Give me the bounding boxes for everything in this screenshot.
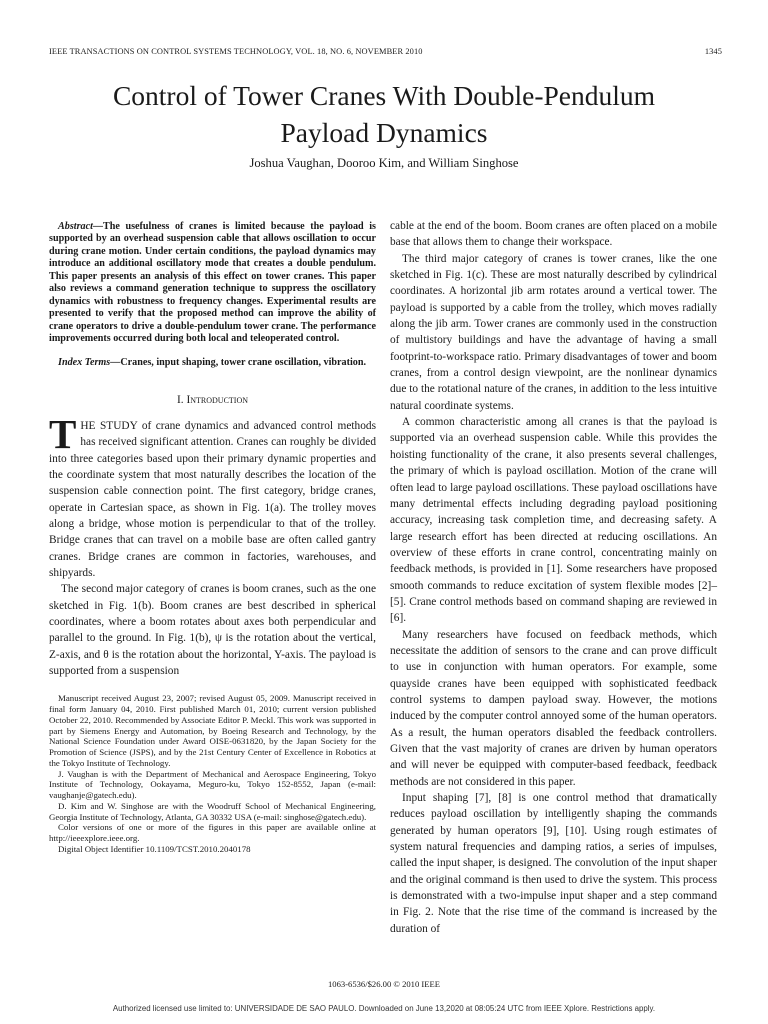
copyright-line: 1063-6536/$26.00 © 2010 IEEE	[327, 979, 441, 989]
abstract-label: Abstract—	[58, 221, 104, 232]
authorized-use-notice: Authorized licensed use limited to: UNIVERSIDADE DE SAO PAULO. Downloaded on June 13,2020 at 08:05:24 UTC from IEEE Xplore. Restrictions apply.	[112, 1004, 656, 1013]
footnote-color: Color versions of one or more of the figures in this paper are available online at http://ieeexplore.ieee.org.	[49, 822, 376, 844]
index-terms-text: Cranes, input shaping, tower crane oscillation, vibration.	[120, 356, 366, 368]
right-column	[390, 218, 717, 937]
abstract	[49, 221, 376, 346]
footnote-manuscript: Manuscript received August 23, 2007; revised August 05, 2009. Manuscript received in final form January 04, 2010. First published March 01, 2010; current version published October 22, 2010. Recommended by Associate Editor P. Meckl. This work was supported in part by Siemens Energy and Automation, by Boeing Research and Technology, by the National Science Foundation under Award OISE-0631820, by the Japan Society for the Promotion of Science (JSPS), and by the 21st Century Center of Excellence in Robotics at the Tokyo Institute of Technology.	[49, 693, 376, 768]
intro-paragraph-1	[49, 410, 376, 581]
footnote-doi: Digital Object Identifier 10.1109/TCST.2010.2040178	[58, 843, 251, 854]
paper-title-line-2: Payload Dynamics	[280, 117, 488, 148]
right-paragraph-2: The third major category of cranes is tower cranes, like the one sketched in Fig. 1(c). These are most naturally described by cylindrical coordinates. A horizontal jib arm rotates around a vertical tower. The payload is supported by a cable from the trolley, which moves radially along the jib arm. Tower cranes are commonly used in the construction of multistory buildings and have the advantage of having a small footprint-to-workspace ratio. Primary disadvantages of tower and boom cranes, from a control design viewpoint, are the nonlinear dynamics due to the rotational nature of the cranes, in addition to the less intuitive natural coordinate systems.	[390, 252, 717, 412]
intro-paragraph-2: The second major category of cranes is boom cranes, such as the one sketched in Fig. 1(b). Boom cranes are best described in spherical coordinates, where a boom rotates about axes both perpendicular and parallel to the ground. In Fig. 1(b), ψ is the rotation about the vertical, Z-axis, and θ is the rotation about the horizontal, Y-axis. The payload is supported from a suspension	[49, 583, 376, 678]
footnote-vaughan: J. Vaughan is with the Department of Mechanical and Aerospace Engineering, Tokyo Institute of Technology, Ookayama, Meguro-ku, Tokyo 152-8552, Japan (e-mail: vaughanje@gatech.edu).	[49, 768, 376, 801]
right-paragraph-3: A common characteristic among all cranes is that the payload is supported via an overhead suspension cable. While this provides the hoisting functionality of the crane, it also presents several challenges, the primary of which is payload oscillation. Motion of the crane will often lead to large payload oscillations. These payload oscillations have many detrimental effects including degrading payload positioning accuracy, increasing task completion time, and decreasing safety. A large research effort has been directed at reducing oscillations. An overview of these efforts in crane control, concentrating mainly on feedback methods, is provided in [1]. Some researchers have proposed smooth commands to reduce excitation of system flexible modes [2]–[5]. Crane control methods based on command shaping are reviewed in [6].	[390, 416, 717, 625]
index-terms	[49, 357, 376, 369]
section-heading-introduction: I. Introduction	[176, 393, 249, 406]
journal-header: IEEE TRANSACTIONS ON CONTROL SYSTEMS TECHNOLOGY, VOL. 18, NO. 6, NOVEMBER 2010	[49, 47, 423, 56]
author-list: Joshua Vaughan, Dooroo Kim, and William Singhose	[249, 156, 519, 170]
footnotes	[49, 693, 376, 854]
index-terms-label: Index Terms—	[58, 356, 121, 368]
footnote-kim-singhose: D. Kim and W. Singhose are with the Woodruff School of Mechanical Engineering, Georgia Institute of Technology, Atlanta, GA 30332 USA (e-mail: singhose@gatech.edu).	[49, 800, 376, 822]
drop-cap: T	[49, 410, 77, 457]
abstract-text: The usefulness of cranes is limited because the payload is supported by an overhead suspension cable that allows oscillation to occur during crane motion. Under certain conditions, the payload dynamics may introduce an additional oscillatory mode that creates a double pendulum. This paper presents an analysis of this effect on tower cranes. This paper also reviews a command generation technique to suppress the oscillatory dynamics with robustness to frequency changes. Experimental results are presented to verify that the proposed method can improve the ability of crane operators to drive a double-pendulum tower crane. The performance improvements occurred during both local and teleoperated control.	[49, 221, 376, 345]
left-column	[49, 221, 376, 855]
right-paragraph-1: cable at the end of the boom. Boom cranes are often placed on a mobile base that allows them to change their workspace.	[390, 220, 717, 249]
right-paragraph-4: Many researchers have focused on feedback methods, which necessitate the addition of sensors to the crane and can prove difficult to use in conjunction with human operators. For example, some quayside cranes have been equipped with sophisticated feedback control systems to dampen payload sway. However, the motions induced by the computer control annoyed some of the human operators. As a result, the human operators disabled the feedback controllers. Given that the vast majority of cranes are driven by human operators and will never be equipped with computer-based feedback, feedback methods are not considered in this paper.	[390, 628, 717, 788]
right-paragraph-5: Input shaping [7], [8] is one control method that dramatically reduces payload oscillation by intelligently shaping the commands generated by human operators [9], [10]. Using rough estimates of system natural frequencies and damping ratios, a series of impulses, called the input shaper, is designed. The convolution of the input shaper and the original command is then used to drive the system. This process is demonstrated with a two-impulse input shaper and a step command in Fig. 2. Note that the rise time of the command is increased by the duration of	[390, 792, 717, 935]
paper-title-line-1: Control of Tower Cranes With Double-Pendulum	[112, 80, 656, 111]
page-number: 1345	[704, 47, 722, 56]
intro-paragraph-1-text: HE STUDY of crane dynamics and advanced control methods has received significant attention. Cranes can roughly be divided into three categories based upon their primary dynamic properties and the coordinate system that most naturally describes the location of the suspension cable connection point. The first category, bridge cranes, operate in Cartesian space, as shown in Fig. 1(a). The trolley moves along a bridge, whose motion is perpendicular to that of the trolley. Bridge cranes that can travel on a mobile base are often called gantry cranes. Bridge cranes are common in factories, warehouses, and shipyards.	[49, 419, 376, 580]
